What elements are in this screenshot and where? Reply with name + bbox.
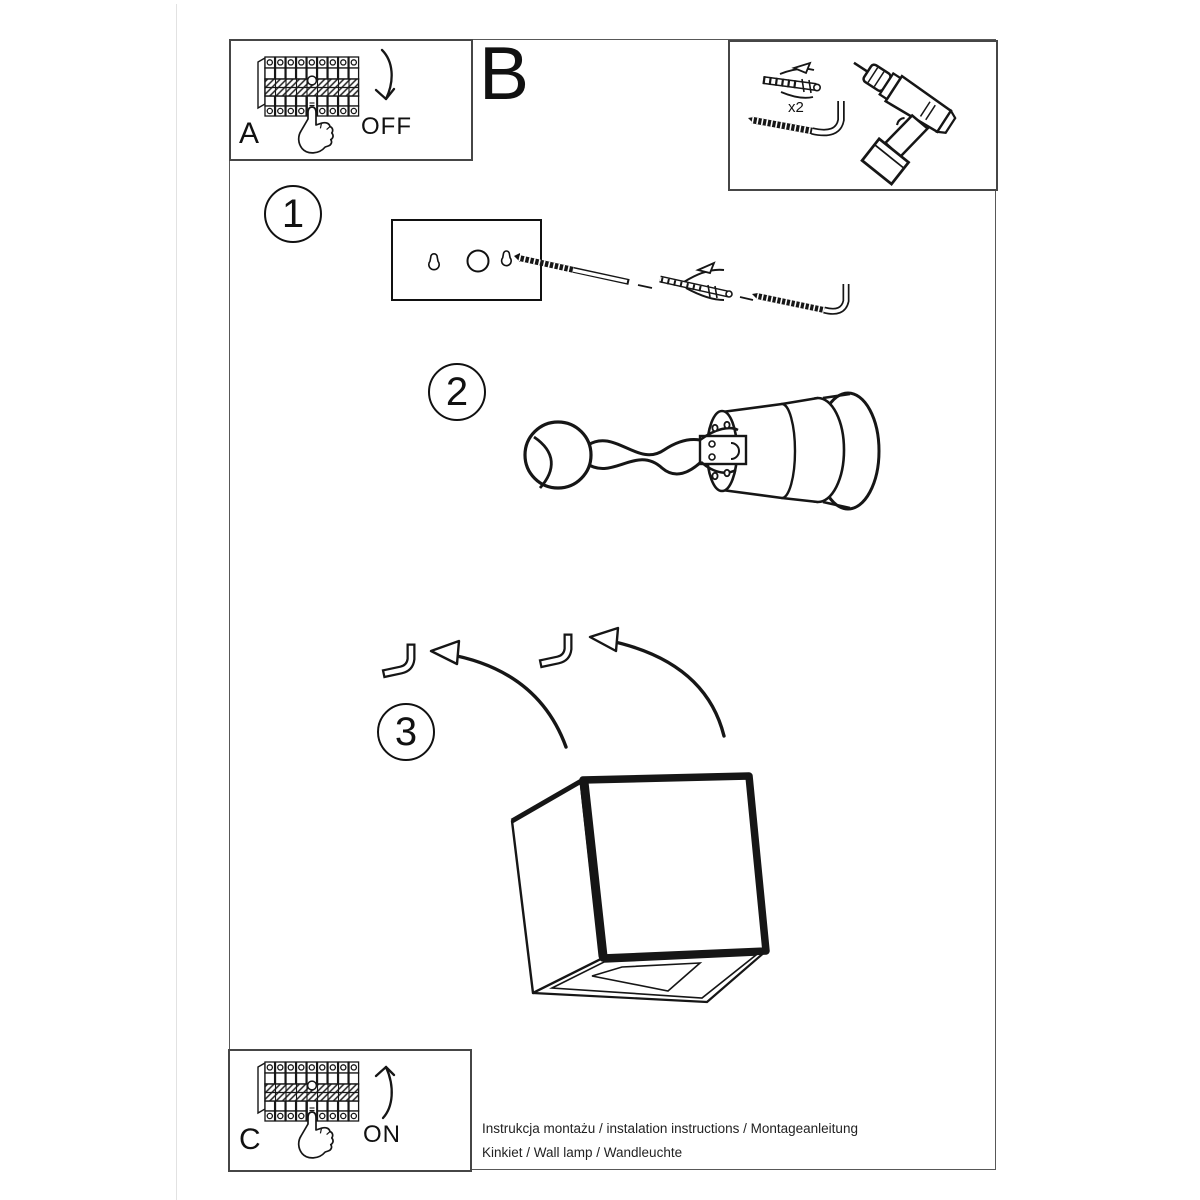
- wall-hook-icon: [387, 648, 411, 673]
- anchor-quantity-label: x2: [788, 99, 804, 116]
- step-2-drawing: [500, 375, 890, 525]
- step-1-number: 1: [281, 192, 305, 236]
- expansion-anchor-icon: [660, 263, 732, 300]
- on-label: ON: [363, 1121, 401, 1148]
- wall-plug-icon: [763, 63, 820, 98]
- assembly-dash: [740, 297, 753, 300]
- breaker-panel-on-icon: [257, 1060, 361, 1160]
- wire-icon: [586, 439, 701, 474]
- rotate-up-arrow-icon: [364, 1057, 402, 1121]
- section-c-label: C: [239, 1123, 261, 1156]
- off-label: OFF: [361, 113, 412, 140]
- step-a-power-off-box: [229, 39, 473, 161]
- step-2-badge: [428, 363, 486, 421]
- hook-screw-icon: [752, 284, 846, 311]
- terminal-block-icon: [700, 436, 746, 464]
- footer-line-1: Instrukcja montażu / instalation instructions / Montageanleitung: [482, 1121, 858, 1136]
- step-1-badge: [264, 185, 322, 243]
- step-3-drawing: [370, 615, 790, 765]
- rotate-down-arrow-icon: [365, 47, 403, 111]
- hang-arrow-icon: [590, 628, 724, 736]
- assembly-dash: [638, 285, 652, 288]
- section-a-label: A: [239, 117, 260, 150]
- footer: [482, 1117, 858, 1165]
- cable-outlet-icon: [525, 422, 591, 488]
- breaker-panel-off-icon: [257, 55, 361, 155]
- wall-hook-icon: [544, 638, 568, 663]
- step-2-number: 2: [445, 370, 469, 414]
- drill-icon: [810, 50, 959, 187]
- step-c-power-on-box: [228, 1049, 472, 1172]
- hang-arrow-icon: [431, 641, 566, 747]
- footer-line-2: Kinkiet / Wall lamp / Wandleuchte: [482, 1145, 683, 1160]
- hardware-kit-drawing: [728, 40, 994, 187]
- step-1-drawing: [380, 195, 860, 335]
- page-scan-edge: [176, 4, 177, 1200]
- section-b-label: B: [479, 31, 530, 115]
- step-3-number: 3: [394, 710, 418, 754]
- hardware-kit-box: [728, 40, 998, 191]
- cube-lamp-icon: [490, 750, 790, 1020]
